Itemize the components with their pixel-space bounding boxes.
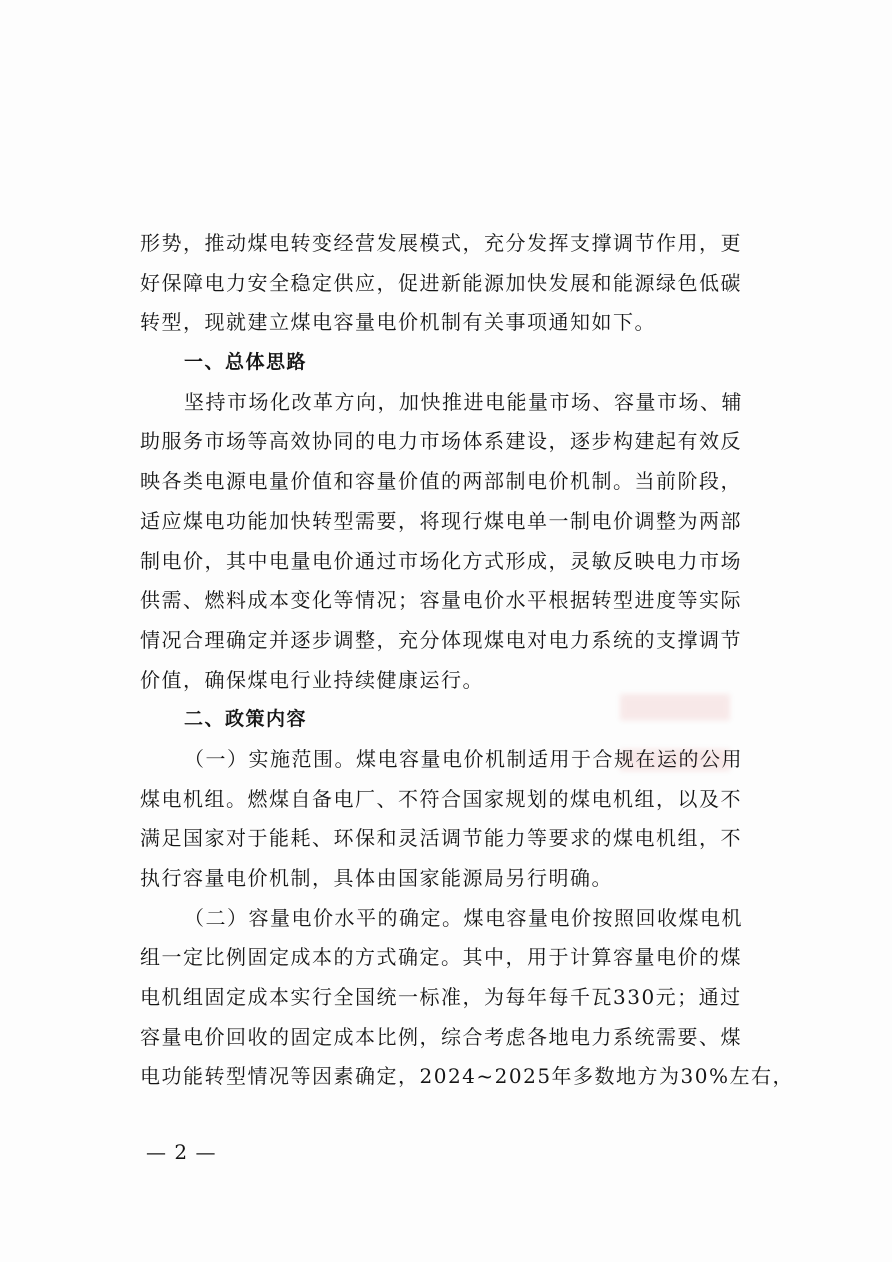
paragraph-line: 适应煤电功能加快转型需要，将现行煤电单一制电价调整为两部 xyxy=(140,508,742,533)
paragraph-line: 供需、燃料成本变化等情况；容量电价水平根据转型进度等实际 xyxy=(140,588,742,613)
paragraph-line: 映各类电源电量价值和容量价值的两部制电价机制。当前阶段， xyxy=(140,469,742,494)
paragraph-line: 煤电机组。燃煤自备电厂、不符合国家规划的煤电机组，以及不 xyxy=(140,786,742,811)
paragraph-line: 电机组固定成本实行全国统一标准，为每年每千瓦330元；通过 xyxy=(140,985,742,1010)
paragraph-line: 容量电价回收的固定成本比例，综合考虑各地电力系统需要、煤 xyxy=(140,1024,742,1049)
document-body xyxy=(140,224,795,1097)
section-heading-policy: 二、政策内容 xyxy=(184,708,308,731)
paragraph-line: 坚持市场化改革方向，加快推进电能量市场、容量市场、辅 xyxy=(184,389,743,414)
paragraph-line: 满足国家对于能耗、环保和灵活调节能力等要求的煤电机组，不 xyxy=(140,826,742,851)
paragraph-line: （一）实施范围。煤电容量电价机制适用于合规在运的公用 xyxy=(184,746,743,771)
paragraph-line: 制电价，其中电量电价通过市场化方式形成，灵敏反映电力市场 xyxy=(140,548,742,573)
paragraph-line: 形势，推动煤电转变经营发展模式，充分发挥支撑调节作用，更 xyxy=(140,231,742,255)
page-number: — 2 — xyxy=(146,1140,217,1164)
paragraph-line: 转型，现就建立煤电容量电价机制有关事项通知如下。 xyxy=(140,310,656,335)
paragraph-line: （二）容量电价水平的确定。煤电容量电价按照回收煤电机 xyxy=(184,905,743,930)
paragraph-line: 组一定比例固定成本的方式确定。其中，用于计算容量电价的煤 xyxy=(140,945,742,970)
paragraph-line: 好保障电力安全稳定供应，促进新能源加快发展和能源绿色低碳 xyxy=(140,270,742,295)
paragraph-line: 执行容量电价机制，具体由国家能源局另行明确。 xyxy=(140,866,613,890)
paragraph-line: 价值，确保煤电行业持续健康运行。 xyxy=(140,667,484,692)
paragraph-line: 情况合理确定并逐步调整，充分体现煤电对电力系统的支撑调节 xyxy=(140,627,742,652)
paragraph-line: 电功能转型情况等因素确定，2024~2025年多数地方为30%左右， xyxy=(140,1064,795,1089)
section-heading-overall: 一、总体思路 xyxy=(184,351,308,374)
paragraph-line: 助服务市场等高效协同的电力市场体系建设，逐步构建起有效反 xyxy=(140,429,742,454)
